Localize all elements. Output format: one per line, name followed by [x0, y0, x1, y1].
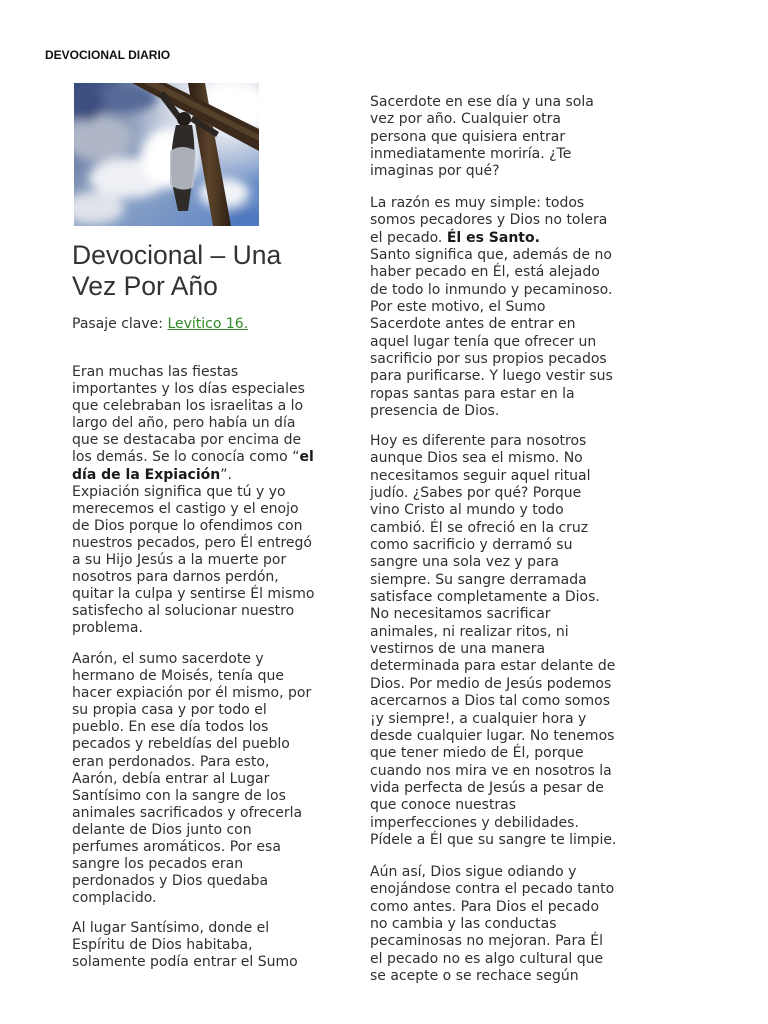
paragraph-text: Santo significa que, además de no haber pecado en Él, está alejado de todo lo inmundo y pecaminoso. Por este motivo, el Sumo Sacerdote antes de entrar en aquel lugar tenía que ofrecer un sacrificio por sus propios pecados para purificarse. Y luego vestir sus ropas santas para estar en la presencia de Dios. [370, 247, 613, 420]
paragraph-left-1 [72, 364, 314, 638]
paragraph-right-2 [370, 195, 613, 420]
paragraph-left-2: Aarón, el sumo sacerdote y hermano de Moisés, tenía que hacer expiación por él mismo, por su propia casa y por todo el pueblo. En ese día todos los pecados y rebeldías del pueblo eran perdonados. Para esto, Aarón, debía entrar al Lugar Santísimo con la sangre de los animales sacrificados y ofrecerla delante de Dios junto con perfumes aromáticos. Por esa sangre los pecados eran perdonados y Dios quedaba complacido. [72, 651, 312, 907]
crucifix-image [74, 83, 259, 226]
emphasis-text: el día de la Expiación [72, 449, 314, 483]
key-passage [72, 316, 248, 333]
key-passage-label: Pasaje clave: [72, 316, 163, 332]
paragraph-right-4: Aún así, Dios sigue odiando y enojándose contra el pecado tanto como antes. Para Dios el pecado no cambia y las conductas pecaminosas no mejoran. Para Él el pecado no es algo cultural que se acepte o se rechace según [370, 864, 615, 985]
paragraph-right-1: Sacerdote en ese día y una sola vez por año. Cualquier otra persona que quisiera entrar inmediatamente moriría. ¿Te imaginas por qué? [370, 94, 594, 180]
document-header: DEVOCIONAL DIARIO [45, 48, 171, 62]
key-passage-link[interactable]: Levítico 16. [167, 316, 249, 332]
paragraph-left-3: Al lugar Santísimo, donde el Espíritu de Dios habitaba, solamente podía entrar el Sumo [72, 920, 298, 971]
paragraph-right-3: Hoy es diferente para nosotros aunque Dios sea el mismo. No necesitamos seguir aquel ritual judío. ¿Sabes por qué? Porque vino Cristo al mundo y todo cambió. Él se ofreció en la cruz como sacrificio y derramó su sangre una sola vez y para siempre. Su sangre derramada satisface completamente a Dios. No necesitamos sacrificar animales, ni realizar ritos, ni vestirnos de una manera determinada para estar delante de Dios. Por medio de Jesús podemos acercarnos a Dios tal como somos ¡y siempre!, a cualquier hora y desde cualquier lugar. No tenemos que tener miedo de Él, porque cuando nos mira ve en nosotros la vida perfecta de Jesús a pesar de que conoce nuestras imperfecciones y debilidades. Pídele a Él que su sangre te limpie. [370, 433, 617, 848]
paragraph-text: ”. Expiación significa que tú y yo merecemos el castigo y el enojo de Dios porque lo ofendimos con nuestros pecados, pero Él entregó a su Hijo Jesús a la muerte por nosotros para darnos perdón, quitar la culpa y sentirse Él mismo satisfecho al solucionar nuestro problema. [72, 466, 315, 637]
paragraph-text: Eran muchas las fiestas importantes y los días especiales que celebraban los israelitas a lo largo del año, pero había un día que se destacaba por encima de los demás. Se lo conocía como “ [72, 364, 305, 466]
page-title: Devocional – Una Vez Por Año [72, 240, 282, 301]
emphasis-text: Él es Santo. [446, 229, 540, 246]
paragraph-text: La razón es muy simple: todos somos pecadores y Dios no tolera el pecado. [370, 195, 608, 246]
